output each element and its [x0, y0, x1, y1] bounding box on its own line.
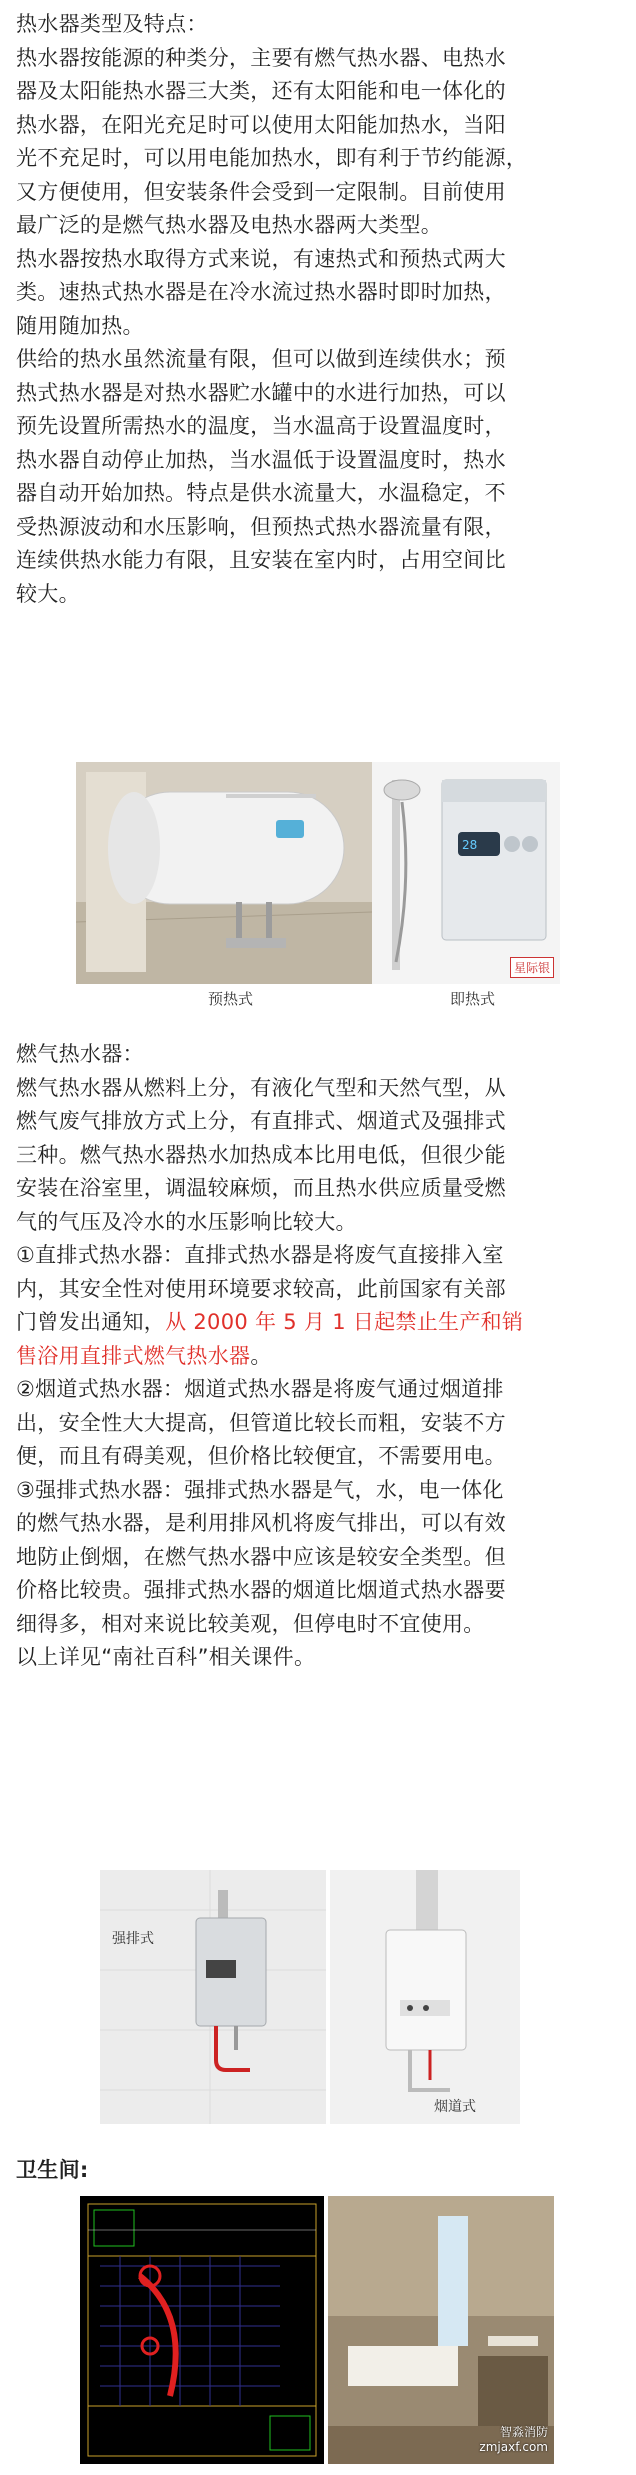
- heading-bathroom: 卫生间:: [16, 2158, 89, 2182]
- regulation-notice-part1: [16, 1306, 620, 1340]
- text-line: 内，其安全性对使用环境要求较高，此前国家有关部: [16, 1276, 506, 1301]
- text-line: 最广泛的是燃气热水器及电热水器两大类型。: [16, 213, 442, 237]
- text-line: 三种。燃气热水器热水加热成本比用电低，但很少能: [16, 1142, 506, 1167]
- text-line: 类。速热式热水器是在冷水流过热水器时即时加热，: [16, 280, 506, 304]
- text-line: 热式热水器是对热水器贮水罐中的水进行加热，可以: [16, 380, 506, 405]
- watermark-url: zmjaxf.com: [479, 2440, 548, 2454]
- text-line: 器自动开始加热。特点是供水流量大，水温稳定，不: [16, 481, 506, 505]
- caption-instant: 即热式: [450, 990, 496, 1008]
- text-line: 热水器，在阳光充足时可以使用太阳能加热水，当阳: [16, 112, 506, 137]
- text-line: 价格比较贵。强排式热水器的烟道比烟道式热水器要: [16, 1578, 506, 1602]
- caption-storage: 预热式: [208, 990, 254, 1008]
- heading-gas-heater: 燃气热水器：: [16, 1042, 144, 1066]
- text-line: 地防止倒烟，在燃气热水器中应该是较安全类型。但: [16, 1544, 506, 1569]
- reference-note: 以上详见“南社百科”相关课件。: [16, 1645, 316, 1669]
- flue-heater-photo: [330, 1870, 520, 2124]
- text-line: 受热源波动和水压影响，但预热式热水器流量有限，: [16, 514, 506, 539]
- brand-tag: 星际银: [510, 957, 554, 978]
- heading-heater-types: 热水器类型及特点：: [16, 12, 208, 36]
- text-line: 热水器自动停止加热，当水温低于设置温度时，热水: [16, 447, 506, 472]
- text-line: 气的气压及冷水的水压影响比较大。: [16, 1209, 357, 1234]
- label-forced: 强排式: [112, 1931, 154, 1947]
- text-line: ③强排式热水器：强排式热水器是气，水，电一体化: [16, 1477, 504, 1502]
- forced-exhaust-heater-photo: [100, 1870, 326, 2124]
- watermark: [479, 2423, 548, 2454]
- text-line: 燃气热水器从燃料上分，有液化气型和天然气型，从: [16, 1075, 506, 1100]
- svg-text:28: 28: [462, 838, 478, 852]
- instant-heater-photo: [372, 762, 560, 984]
- text-line: 的燃气热水器，是利用排风机将废气排出，可以有效: [16, 1511, 506, 1535]
- text-line: 出，安全性大大提高，但管道比较长而粗，安装不方: [16, 1410, 506, 1435]
- text-line: 随用随加热。: [16, 313, 144, 338]
- text-line: 供给的热水虽然流量有限，但可以做到连续供水；预: [16, 347, 506, 371]
- label-flue: 烟道式: [434, 2099, 476, 2115]
- text-line: ①直排式热水器：直排式热水器是将废气直接排入室: [16, 1243, 504, 1267]
- notice-red-text: 从 2000 年 5 月 1 日起禁止生产和销: [165, 1310, 524, 1334]
- text-line: 热水器按能源的种类分，主要有燃气热水器、电热水: [16, 45, 506, 70]
- text-line: 预先设置所需热水的温度，当水温高于设置温度时，: [16, 414, 506, 438]
- text-line: 连续供热水能力有限，且安装在室内时，占用空间比: [16, 548, 506, 572]
- text-line: 燃气废气排放方式上分，有直排式、烟道式及强排式: [16, 1109, 506, 1133]
- text-line: 器及太阳能热水器三大类，还有太阳能和电一体化的: [16, 79, 506, 103]
- regulation-notice-part2: 售浴用直排式燃气热水器。: [16, 1343, 272, 1368]
- text-line: ②烟道式热水器：烟道式热水器是将废气通过烟道排: [16, 1377, 504, 1401]
- text-line: 较大。: [16, 581, 80, 606]
- storage-heater-photo: [76, 762, 372, 984]
- watermark-text: 智淼消防: [499, 2425, 548, 2439]
- text-line: 细得多，相对来说比较美观，但停电时不宜使用。: [16, 1611, 485, 1636]
- text-line: 热水器按热水取得方式来说，有速热式和预热式两大: [16, 246, 506, 271]
- bathroom-cad-drawing: [80, 2196, 324, 2464]
- text-line: 光不充足时，可以用电能加热水，即有利于节约能源，: [16, 146, 528, 170]
- text-line: 又方便使用，但安装条件会受到一定限制。目前使用: [16, 179, 506, 204]
- text-line: 安装在浴室里，调温较麻烦，而且热水供应质量受燃: [16, 1176, 506, 1200]
- text-line: 便，而且有碍美观，但价格比较便宜，不需要用电。: [16, 1444, 506, 1468]
- bathroom-photo: [328, 2196, 554, 2464]
- notice-prefix: 门曾发出通知，: [16, 1310, 166, 1334]
